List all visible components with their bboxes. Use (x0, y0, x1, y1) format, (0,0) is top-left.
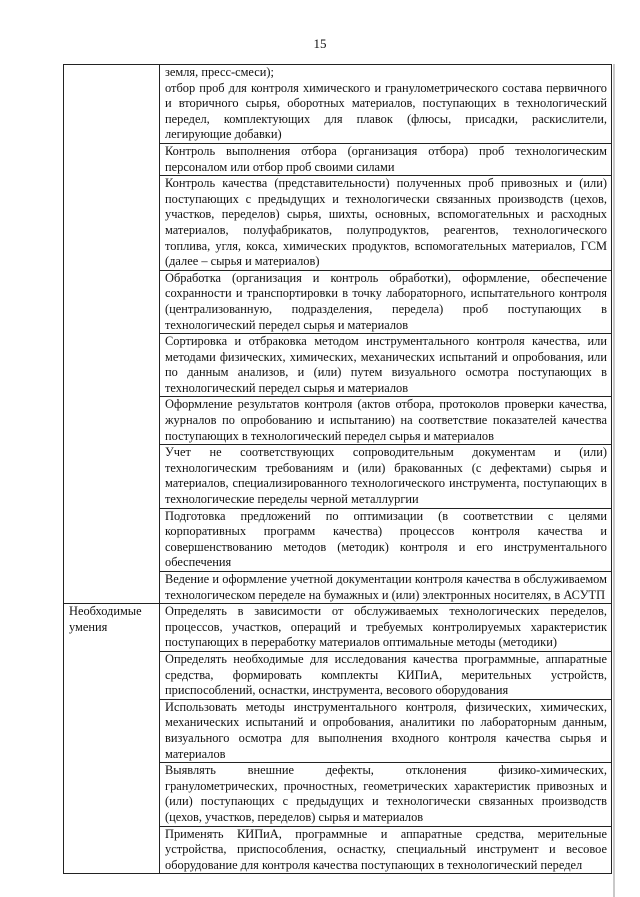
requirement-item: Контроль выполнения отбора (организация отбора) проб технологическим персоналом или отбор проб своими силами (160, 143, 612, 175)
requirement-item: земля, пресс-смеси); отбор проб для контроля химического и гранулометрического состава первичного и вторичного сырья, оборотных материалов, поступающих в технологический передел, комплектующих для плавок (флюсы, присадки, раскислители, легирующие добавки) (160, 65, 612, 144)
requirement-item: Использовать методы инструментального контроля, физических, химических, механических испытаний и опробования, аналитики по лабораторным данным, визуального осмотра для выполнения входного контроля качества сырья и материалов (160, 699, 612, 762)
table-row (64, 604, 612, 652)
requirement-item: Применять КИПиА, программные и аппаратные средства, мерительные устройства, приспособления, оснастку, специальный инструмент и весовое оборудование для контроля качества поступающих в технологический передел (160, 826, 612, 874)
competency-table (63, 64, 612, 874)
requirement-item: Сортировка и отбраковка методом инструментального контроля качества, или методами физических, химических, механических испытаний и опробования, или по данным анализов, и (или) путем визуального осмотра поступающих в технологический передел сырья и материалов (160, 334, 612, 397)
requirement-item: Контроль качества (представительности) полученных проб привозных и (или) поступающих с предыдущих и технологически связанных производств (цехов, участков, переделов) сырья, шихты, основных, вспомогательных и расходных материалов, полуфабрикатов, полупродуктов, реагентов, технологического топлива, угля, кокса, химических продуктов, вспомогательных материалов, ГСМ (далее – сырья и материалов) (160, 176, 612, 271)
table-row (64, 65, 612, 144)
requirement-item: Подготовка предложений по оптимизации (в соответствии с целями корпоративных программ качества) процессов контроля качества и совершенствованию методов (методик) контроля и его инструментального обеспечения (160, 508, 612, 571)
section-label (64, 65, 160, 604)
requirement-item: Выявлять внешние дефекты, отклонения физико-химических, гранулометрических, прочностных, геометрических характеристик привозных и (или) поступающих с предыдущих и технологически связанных производств (цехов, участков, переделов) сырья и материалов (160, 763, 612, 826)
requirement-item: Определять необходимые для исследования качества программные, аппаратные средства, формировать комплекты КИПиА, мерительных устройств, приспособлений, оснастки, инструмента, весового оборудования (160, 651, 612, 699)
section-label: Необходимые умения (64, 604, 160, 874)
page-number: 15 (313, 36, 327, 51)
scan-edge-shadow (613, 64, 615, 897)
requirement-item: Определять в зависимости от обслуживаемых технологических переделов, процессов, участков, операций и требуемых контролируемых характеристик поступающих в переработку материалов оптимальные методы (методики) (160, 604, 612, 652)
requirement-item: Оформление результатов контроля (актов отбора, протоколов проверки качества, журналов по опробованию и испытанию) на соответствие показателей качества поступающих в технологический передел сырья и материалов (160, 397, 612, 445)
requirement-item: Обработка (организация и контроль обработки), оформление, обеспечение сохранности и транспортировки в точку лабораторного, испытательного контроля (централизованную, подразделения, передела) проб поступающих в технологический передел сырья и материалов (160, 270, 612, 333)
requirement-item: Ведение и оформление учетной документации контроля качества в обслуживаемом технологическом переделе на бумажных и (или) электронных носителях, в АСУТП (160, 572, 612, 604)
requirement-item: Учет не соответствующих сопроводительным документам и (или) технологическим требованиям и (или) бракованных (с дефектами) сырья и материалов, специализированного технологического инструмента, поступающих в технологические переделы черной металлургии (160, 445, 612, 508)
